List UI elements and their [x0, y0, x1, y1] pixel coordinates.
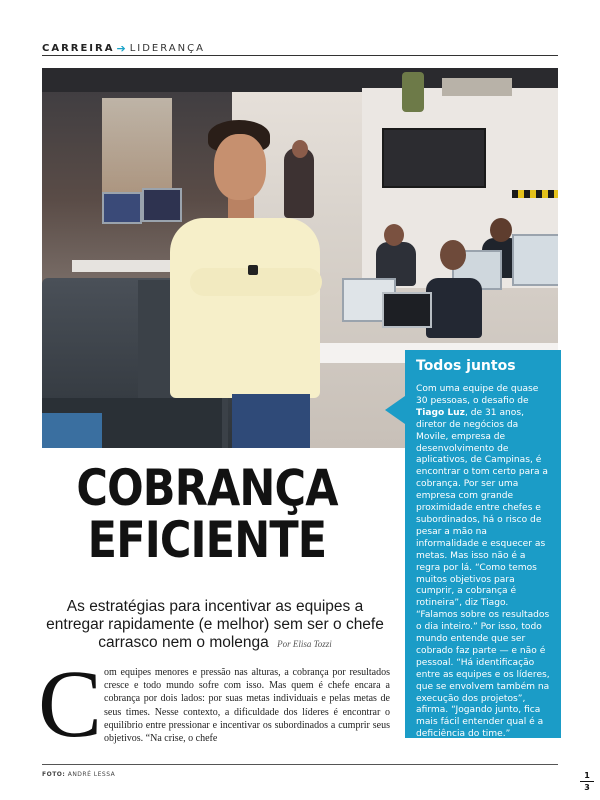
byline: Por Elisa Tozzi: [277, 639, 332, 649]
photo-laptop: [382, 292, 432, 328]
section-header: [42, 40, 562, 56]
sidebar-box: [405, 350, 561, 738]
photo-monitor: [142, 188, 182, 222]
headline-line: EFICIENTE: [87, 511, 327, 569]
photo-person-head: [292, 140, 308, 158]
headline-line: COBRANÇA: [76, 459, 338, 517]
photo-monitor: [102, 192, 142, 224]
photo-person: [284, 148, 314, 218]
headline: [63, 459, 350, 569]
photo-credit: [42, 771, 115, 778]
page-number: [580, 771, 594, 792]
top-rule: [42, 55, 558, 56]
bottom-rule: [42, 764, 558, 765]
photo-plant: [402, 72, 424, 112]
section-label: CARREIRA: [42, 42, 115, 54]
photo-blue-cushion: [42, 413, 102, 448]
sidebar-text-end: , de 31 anos, diretor de negócios da Movile, empresa de desenvolvimento de aplicativos, de Campinas, é encontrar o tom certo para a cobrança. Por ser uma empresa com grande proximidade entre chefes e subordinados, há o risco de pesar a mão na informalidade e esquecer as metas. Mas isso não é a regra por lá. “Como temos muitos objetivos para cumprir, a cobrança é rotineira”, diz Tiago. “Falamos sobre os resultados o dia inteiro.” Por isso, todo mundo entende que ser cobrado faz parte — e não é pessoal. “Há identificação entre as equipes e os líderes, que se envolvem também na execução dos projetos”, afirma. “Jogando junto, fica mais fácil entender qual é a deficiência do time.”: [416, 407, 550, 740]
photo-monitor: [512, 234, 558, 286]
photo-man-head: [214, 134, 266, 200]
photo-tv: [382, 128, 486, 188]
sidebar-text-start: Com uma equipe de quase 30 pessoas, o desafio de: [416, 384, 539, 406]
article-body: om equipes menores e pressão nas alturas, a cobrança por resultados cresce e todo mundo sofre com isso. Mas quem é chefe encara a cobrança por dois lados: por suas metas individuais e pelas metas de seus times. Nesse contexto, a dificuldade dos líderes é encontrar o equilíbrio entre pressionar e incentivar os subordinados a cumprir seus objetivos. “Na crise, o chefe: [104, 667, 390, 745]
photo-person-head: [440, 240, 466, 270]
drop-cap: C: [38, 650, 103, 757]
photo-wall-sign: [442, 78, 512, 96]
photo-credit-name: ANDRÉ LESSA: [67, 771, 116, 778]
photo-person: [426, 278, 482, 338]
photo-person-head: [490, 218, 512, 242]
photo-credit-label: FOTO:: [42, 771, 66, 778]
photo-hazard-stripe: [512, 190, 558, 198]
subsection-label: LIDERANÇA: [129, 42, 205, 54]
photo-man-shirt: [170, 218, 320, 398]
sidebar-pointer: [385, 396, 405, 424]
photo-watch: [248, 265, 258, 275]
sidebar-name: Tiago Luz: [416, 407, 465, 418]
deck-text: As estratégias para incentivar as equipes a entregar rapidamente (e melhor) sem ser o chefe carrasco nem o molenga: [46, 598, 384, 651]
arrow-right-icon: ➔: [116, 41, 128, 55]
page-number-divider: [580, 781, 594, 782]
photo-man-jeans: [232, 394, 310, 448]
page-number-top: 1: [584, 771, 590, 780]
sidebar-title: Todos juntos: [416, 358, 516, 374]
sidebar-text: [416, 384, 551, 741]
page-number-bottom: 3: [584, 783, 590, 792]
photo-person-head: [384, 224, 404, 246]
deck: [42, 598, 388, 653]
